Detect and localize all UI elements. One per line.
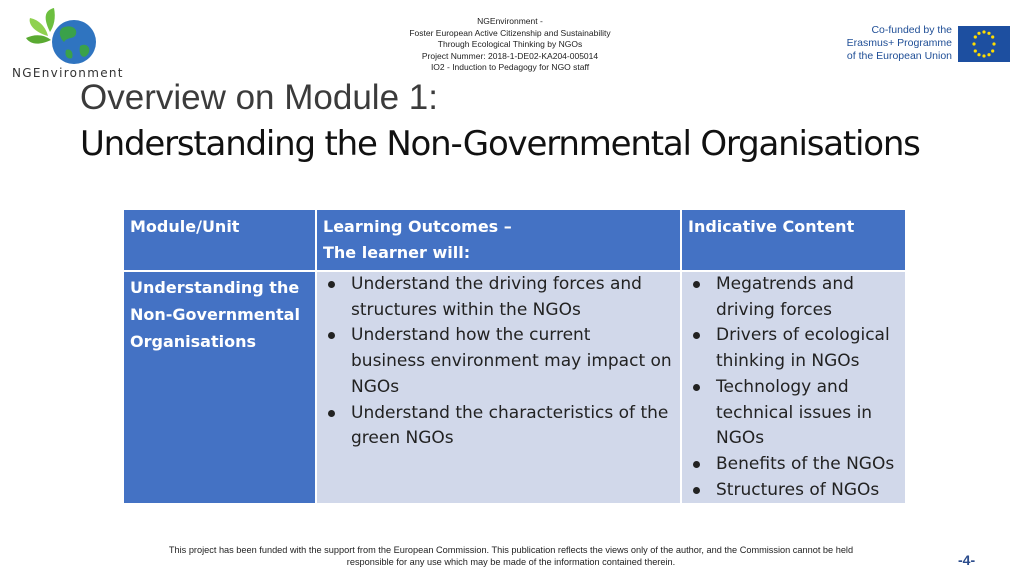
page-number: -4-: [958, 552, 976, 568]
header-line: The learner will:: [323, 243, 471, 262]
content-list: [688, 272, 899, 503]
eu-line: of the European Union: [846, 50, 952, 62]
header-module-unit: Module/Unit: [123, 209, 316, 271]
globe-leaf-icon: [24, 6, 104, 68]
project-header: [360, 16, 660, 74]
header-indicative-content: Indicative Content: [681, 209, 906, 271]
disclaimer-footer: [100, 544, 922, 568]
page-subtitle: Understanding the Non-Governmental Organisations: [80, 124, 920, 164]
eu-text: [838, 24, 952, 63]
header-line: Foster European Active Citizenship and Sustainability: [409, 27, 611, 38]
header-line: IO2 - Induction to Pedagogy for NGO staff: [430, 62, 590, 72]
list-item: Understand how the current business environment may impact on NGOs: [351, 323, 674, 400]
list-item: Structures of NGOs: [716, 478, 899, 504]
footer-line: This project has been funded with the support from the European Commission. This publication reflects the views only of the author, and the Commission cannot be held: [168, 545, 854, 555]
list-item: Understand the driving forces and structures within the NGOs: [351, 272, 674, 323]
unit-line: Understanding the: [130, 278, 300, 297]
header-line: Project Nummer: 2018-1-DE02-KA204-005014: [421, 50, 599, 61]
eu-flag-icon: [958, 26, 1010, 62]
list-item: Drivers of ecological thinking in NGOs: [716, 323, 899, 374]
learning-outcomes-cell: [316, 271, 681, 504]
ngenvironment-logo: [12, 6, 124, 82]
indicative-content-cell: [681, 271, 906, 504]
table-row: [123, 271, 906, 504]
unit-line: Non-Governmental: [130, 305, 300, 324]
unit-line: Organisations: [130, 332, 256, 351]
list-item: Benefits of the NGOs: [716, 452, 899, 478]
module-table: [122, 208, 907, 505]
eu-stars-icon: [958, 26, 1010, 62]
eu-line: Co-funded by the: [871, 24, 952, 36]
page-title: Overview on Module 1:: [80, 78, 438, 117]
list-item: Technology and technical issues in NGOs: [716, 375, 899, 452]
module-unit-cell: [123, 271, 316, 504]
logo-text: NGEnvironment: [12, 66, 124, 80]
header-line: NGEnvironment -: [477, 16, 543, 26]
list-item: Megatrends and driving forces: [716, 272, 899, 323]
erasmus-cofunding: [838, 24, 1013, 64]
footer-line: responsible for any use which may be made of the information contained therein.: [346, 557, 676, 567]
header-line: Learning Outcomes –: [323, 217, 512, 236]
outcomes-list: [323, 272, 674, 452]
table-header-row: [123, 209, 906, 271]
eu-line: Erasmus+ Programme: [846, 37, 952, 49]
list-item: Understand the characteristics of the green NGOs: [351, 401, 674, 452]
header-learning-outcomes: [316, 209, 681, 271]
header-line: Through Ecological Thinking by NGOs: [437, 39, 583, 49]
